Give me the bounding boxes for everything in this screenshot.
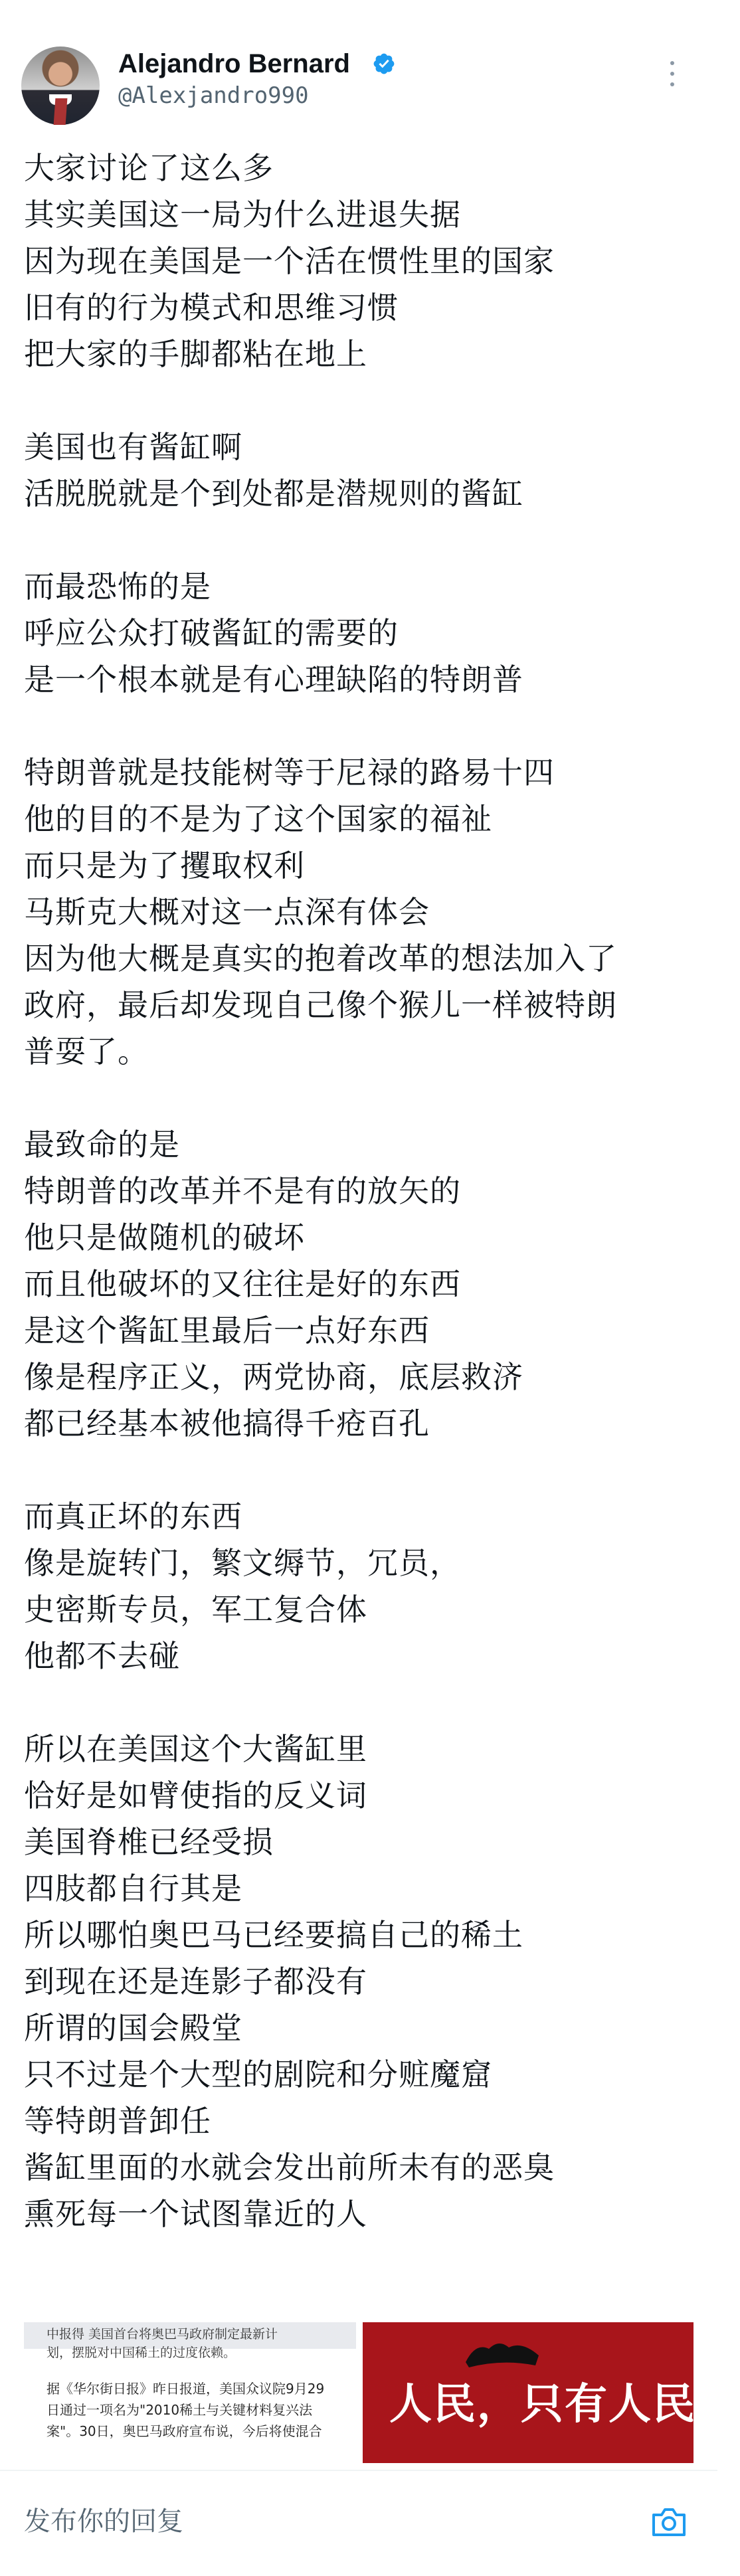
more-vertical-icon[interactable] [664,61,680,90]
author-avatar[interactable] [21,46,100,125]
poster-silhouette-icon [462,2336,542,2369]
author-handle[interactable]: @Alexjandro990 [118,82,309,109]
camera-icon[interactable] [651,2506,687,2537]
poster-caption: 人民，只有人民， [389,2379,740,2429]
author-name[interactable]: Alejandro Bernard [118,49,350,78]
tweet-header [0,0,717,133]
reply-input[interactable]: 发布你的回复 [24,2506,183,2537]
tweet-text: 大家讨论了这么多 其实美国这一局为什么进退失据 因为现在美国是一个活在惯性里的国家 旧有的行为模式和思维习惯 把大家的手脚都粘在地上 美国也有酱缸啊 活脱脱就是个到处都是潜规则的酱缸 而最恐怖的是 呼应公众打破酱缸的需要的 是一个根本就是有心理缺陷的特朗普 特朗普就是技能树等于尼禄的路易十四 他的目的不是为了这个国家的福祉 而只是为了攫取权利 马斯克大概对这一点深有体会 因为他大概是真实的抱着改革的想法加入了 政府，最后却发现自己像个猴儿一样被特朗 普耍了。 最致命的是 特朗普的改革并不是有的放矢的 他只是做随机的破坏 而且他破坏的又往往是好的东西 是这个酱缸里最后一点好东西 像是程序正义，两党协商，底层救济 都已经基本被他搞得千疮百孔 而真正坏的东西 像是旋转门，繁文缛节，冗员， 史密斯专员，军工复合体 他都不去碰 所以在美国这个大酱缸里 恰好是如臂使指的反义词 美国脊椎已经受损 四肢都自行其是 所以哪怕奥巴马已经要搞自己的稀土 到现在还是连影子都没有 所谓的国会殿堂 只不过是个大型的剧院和分赃魔窟 等特朗普卸任 酱缸里面的水就会发出前所未有的恶臭 熏死每一个试图靠近的人 [24,150,617,2232]
reply-bar [0,2470,717,2576]
avatar-tie [54,98,68,125]
tweet-media[interactable] [24,2322,740,2463]
article-snippet-body: 据《华尔街日报》昨日报道，美国众议院9月29 日通过一项名为"2010稀土与关键材料复兴法 案"。30日，奥巴马政府宣布说，今后将使混合 [46,2381,325,2439]
article-snippet-top: 中报得 美国首台将奥巴马政府制定最新计 划，摆脱对中国稀土的过度依赖。 [46,2327,278,2360]
verified-badge-icon [372,52,396,76]
media-image-poster[interactable] [363,2322,740,2463]
media-image-article[interactable] [24,2322,356,2463]
